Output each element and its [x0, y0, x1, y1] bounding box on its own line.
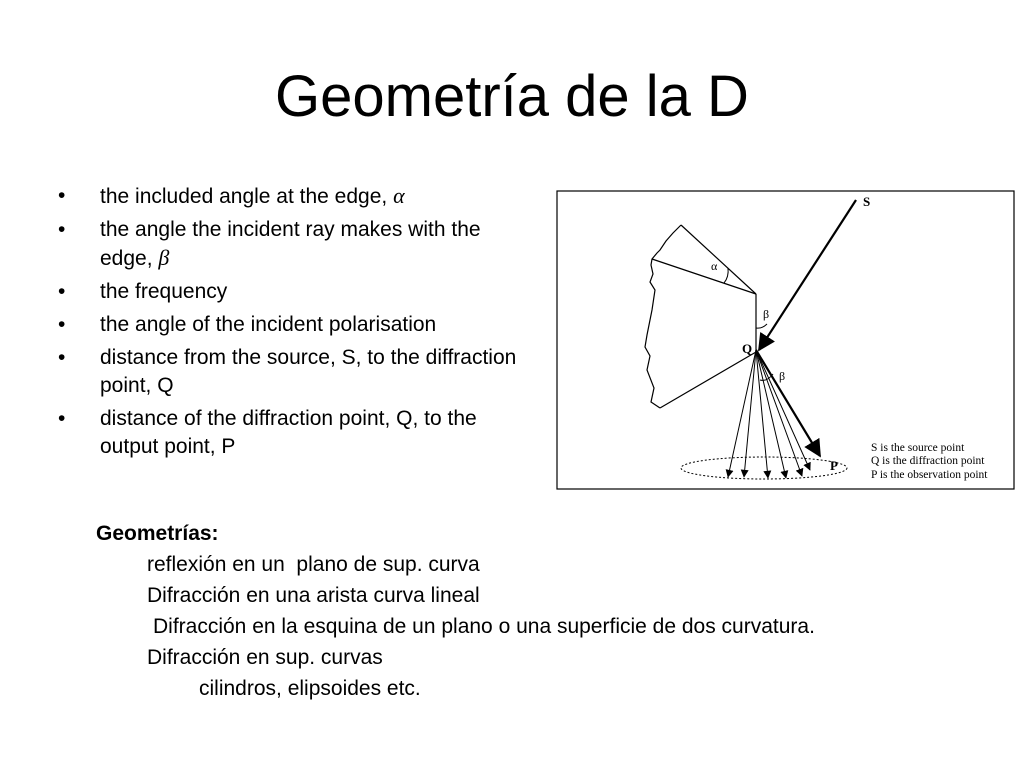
bullet-marker: • — [58, 218, 66, 241]
diffraction-figure — [556, 190, 1016, 490]
bullet-item: • the angle the incident ray makes with the edge, β — [58, 218, 481, 270]
bullet-item: • the frequency — [58, 278, 538, 306]
beta-label-lower: β — [779, 369, 786, 383]
alpha-label: α — [711, 259, 718, 273]
bullet-item: • the included angle at the edge, α — [58, 183, 405, 208]
beta-label-upper: β — [763, 307, 770, 321]
diffraction-point-label: Q — [742, 341, 753, 356]
legend-diffraction: Q is the diffraction point — [871, 455, 985, 467]
bullet-marker: • — [58, 346, 66, 369]
legend-source: S is the source point — [871, 442, 965, 454]
alpha-symbol: α — [393, 183, 405, 208]
bullet-marker: • — [58, 280, 66, 303]
geometrias-line: Difracción en la esquina de un plano o una superficie de dos curvatura. — [153, 615, 815, 638]
legend-observation: P is the observation point — [871, 469, 988, 481]
observation-point-label: P — [830, 458, 838, 473]
slide-title: Geometría de la D — [275, 64, 749, 129]
bullet-item: • the angle of the incident polarisation — [58, 311, 538, 339]
geometrias-line: reflexión en un plano de sup. curva — [147, 553, 480, 576]
bullet-marker: • — [58, 184, 66, 207]
bullet-item: • distance of the diffraction point, Q, to the output point, P — [58, 407, 477, 458]
geometrias-line: Difracción en una arista curva lineal — [147, 584, 480, 607]
bullet-list — [58, 182, 538, 466]
geometrias-section — [96, 518, 815, 704]
bullet-marker: • — [58, 313, 66, 336]
beta-symbol: β — [158, 245, 170, 270]
bullet-marker: • — [58, 407, 66, 430]
geometrias-line: Difracción en sup. curvas — [147, 646, 383, 669]
geometrias-heading: Geometrías: — [96, 522, 219, 545]
bullet-item: • distance from the source, S, to the diffraction point, Q — [58, 346, 517, 397]
geometrias-subline: cilindros, elipsoides etc. — [199, 677, 421, 700]
source-label: S — [863, 194, 871, 209]
